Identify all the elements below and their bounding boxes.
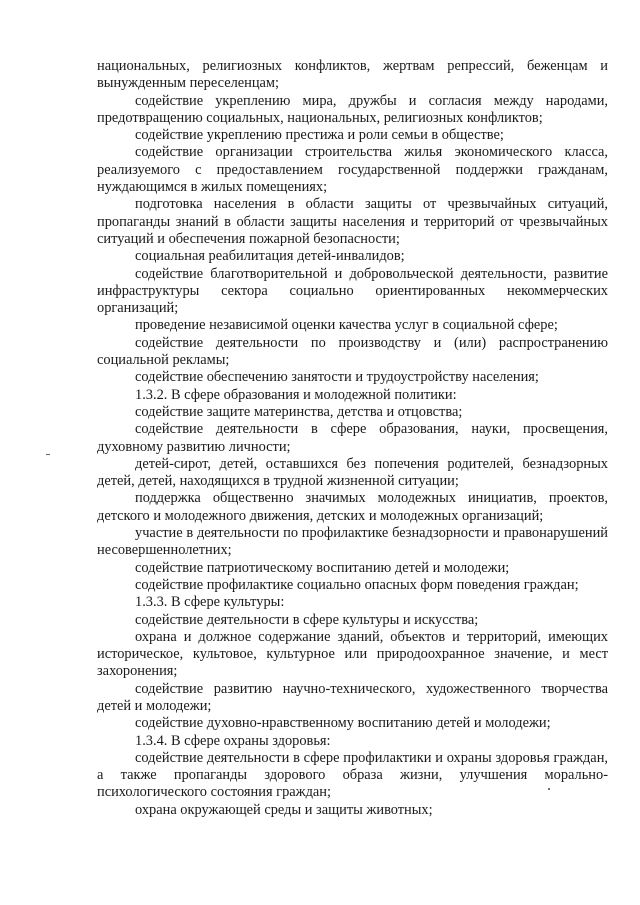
paragraph: содействие обеспечению занятости и трудоустройству населения;: [135, 369, 539, 386]
paragraph: содействие профилактике социально опасных форм поведения граждан;: [135, 576, 579, 593]
paragraph: национальных, религиозных конфликтов, жертвам репрессий, беженцам и вынужденным переселенцам;: [97, 58, 608, 92]
paragraph: поддержка общественно значимых молодежных инициатив, проектов, детского и молодежного движения, детских и молодежных организаций;: [97, 490, 608, 524]
section-heading: 1.3.3. В сфере культуры:: [135, 594, 285, 611]
paragraph: содействие защите материнства, детства и отцовства;: [135, 403, 463, 420]
paragraph: охрана окружающей среды и защиты животных;: [135, 801, 433, 818]
paragraph: содействие деятельности по производству и (или) распространению социальной рекламы;: [97, 334, 608, 369]
paragraph: проведение независимой оценки качества услуг в социальной сфере;: [135, 317, 558, 334]
paragraph: содействие деятельности в сфере образования, науки, просвещения, духовному развитию личности;: [97, 421, 608, 455]
section-heading: 1.3.4. В сфере охраны здоровья:: [135, 732, 331, 749]
section-heading: 1.3.2. В сфере образования и молодежной политики:: [135, 386, 457, 403]
paragraph: подготовка населения в области защиты от чрезвычайных ситуаций, пропаганды знаний в области защиты населения и территорий от чрезвычайных ситуаций и обеспечения пожарной безопасности;: [97, 196, 608, 247]
paragraph: детей-сирот, детей, оставшихся без попечения родителей, безнадзорных детей, детей, находящихся в трудной жизненной ситуации;: [97, 455, 608, 490]
paragraph: охрана и должное содержание зданий, объектов и территорий, имеющих историческое, культовое, культурное или природоохранное значение, и мест захоронения;: [97, 628, 608, 680]
document-body: [97, 58, 608, 819]
scan-mark: [46, 454, 50, 455]
paragraph: содействие организации строительства жилья экономического класса, реализуемого с предоставлением государственной поддержки гражданам, нуждающимся в жилых помещениях;: [97, 144, 608, 196]
paragraph: содействие укреплению мира, дружбы и согласия между народами, предотвращению социальных, национальных, религиозных конфликтов;: [97, 92, 608, 126]
paragraph: содействие деятельности в сфере культуры и искусства;: [135, 611, 479, 628]
paragraph: содействие деятельности в сфере профилактики и охраны здоровья граждан, а также пропаганды здорового образа жизни, улучшения морально-психологического состояния граждан;: [97, 749, 608, 801]
paragraph: содействие духовно-нравственному воспитанию детей и молодежи;: [135, 715, 551, 732]
paragraph: содействие укреплению престижа и роли семьи в обществе;: [135, 127, 504, 144]
paragraph: содействие благотворительной и добровольческой деятельности, развитие инфраструктуры сектора социально ориентированных некоммерческих организаций;: [97, 265, 608, 317]
paragraph: содействие развитию научно-технического, художественного творчества детей и молодежи;: [97, 680, 608, 714]
scan-speck: [548, 788, 550, 790]
paragraph: социальная реабилитация детей-инвалидов;: [135, 248, 405, 265]
paragraph: участие в деятельности по профилактике безнадзорности и правонарушений несовершеннолетних;: [97, 525, 608, 559]
paragraph: содействие патриотическому воспитанию детей и молодежи;: [135, 559, 510, 576]
